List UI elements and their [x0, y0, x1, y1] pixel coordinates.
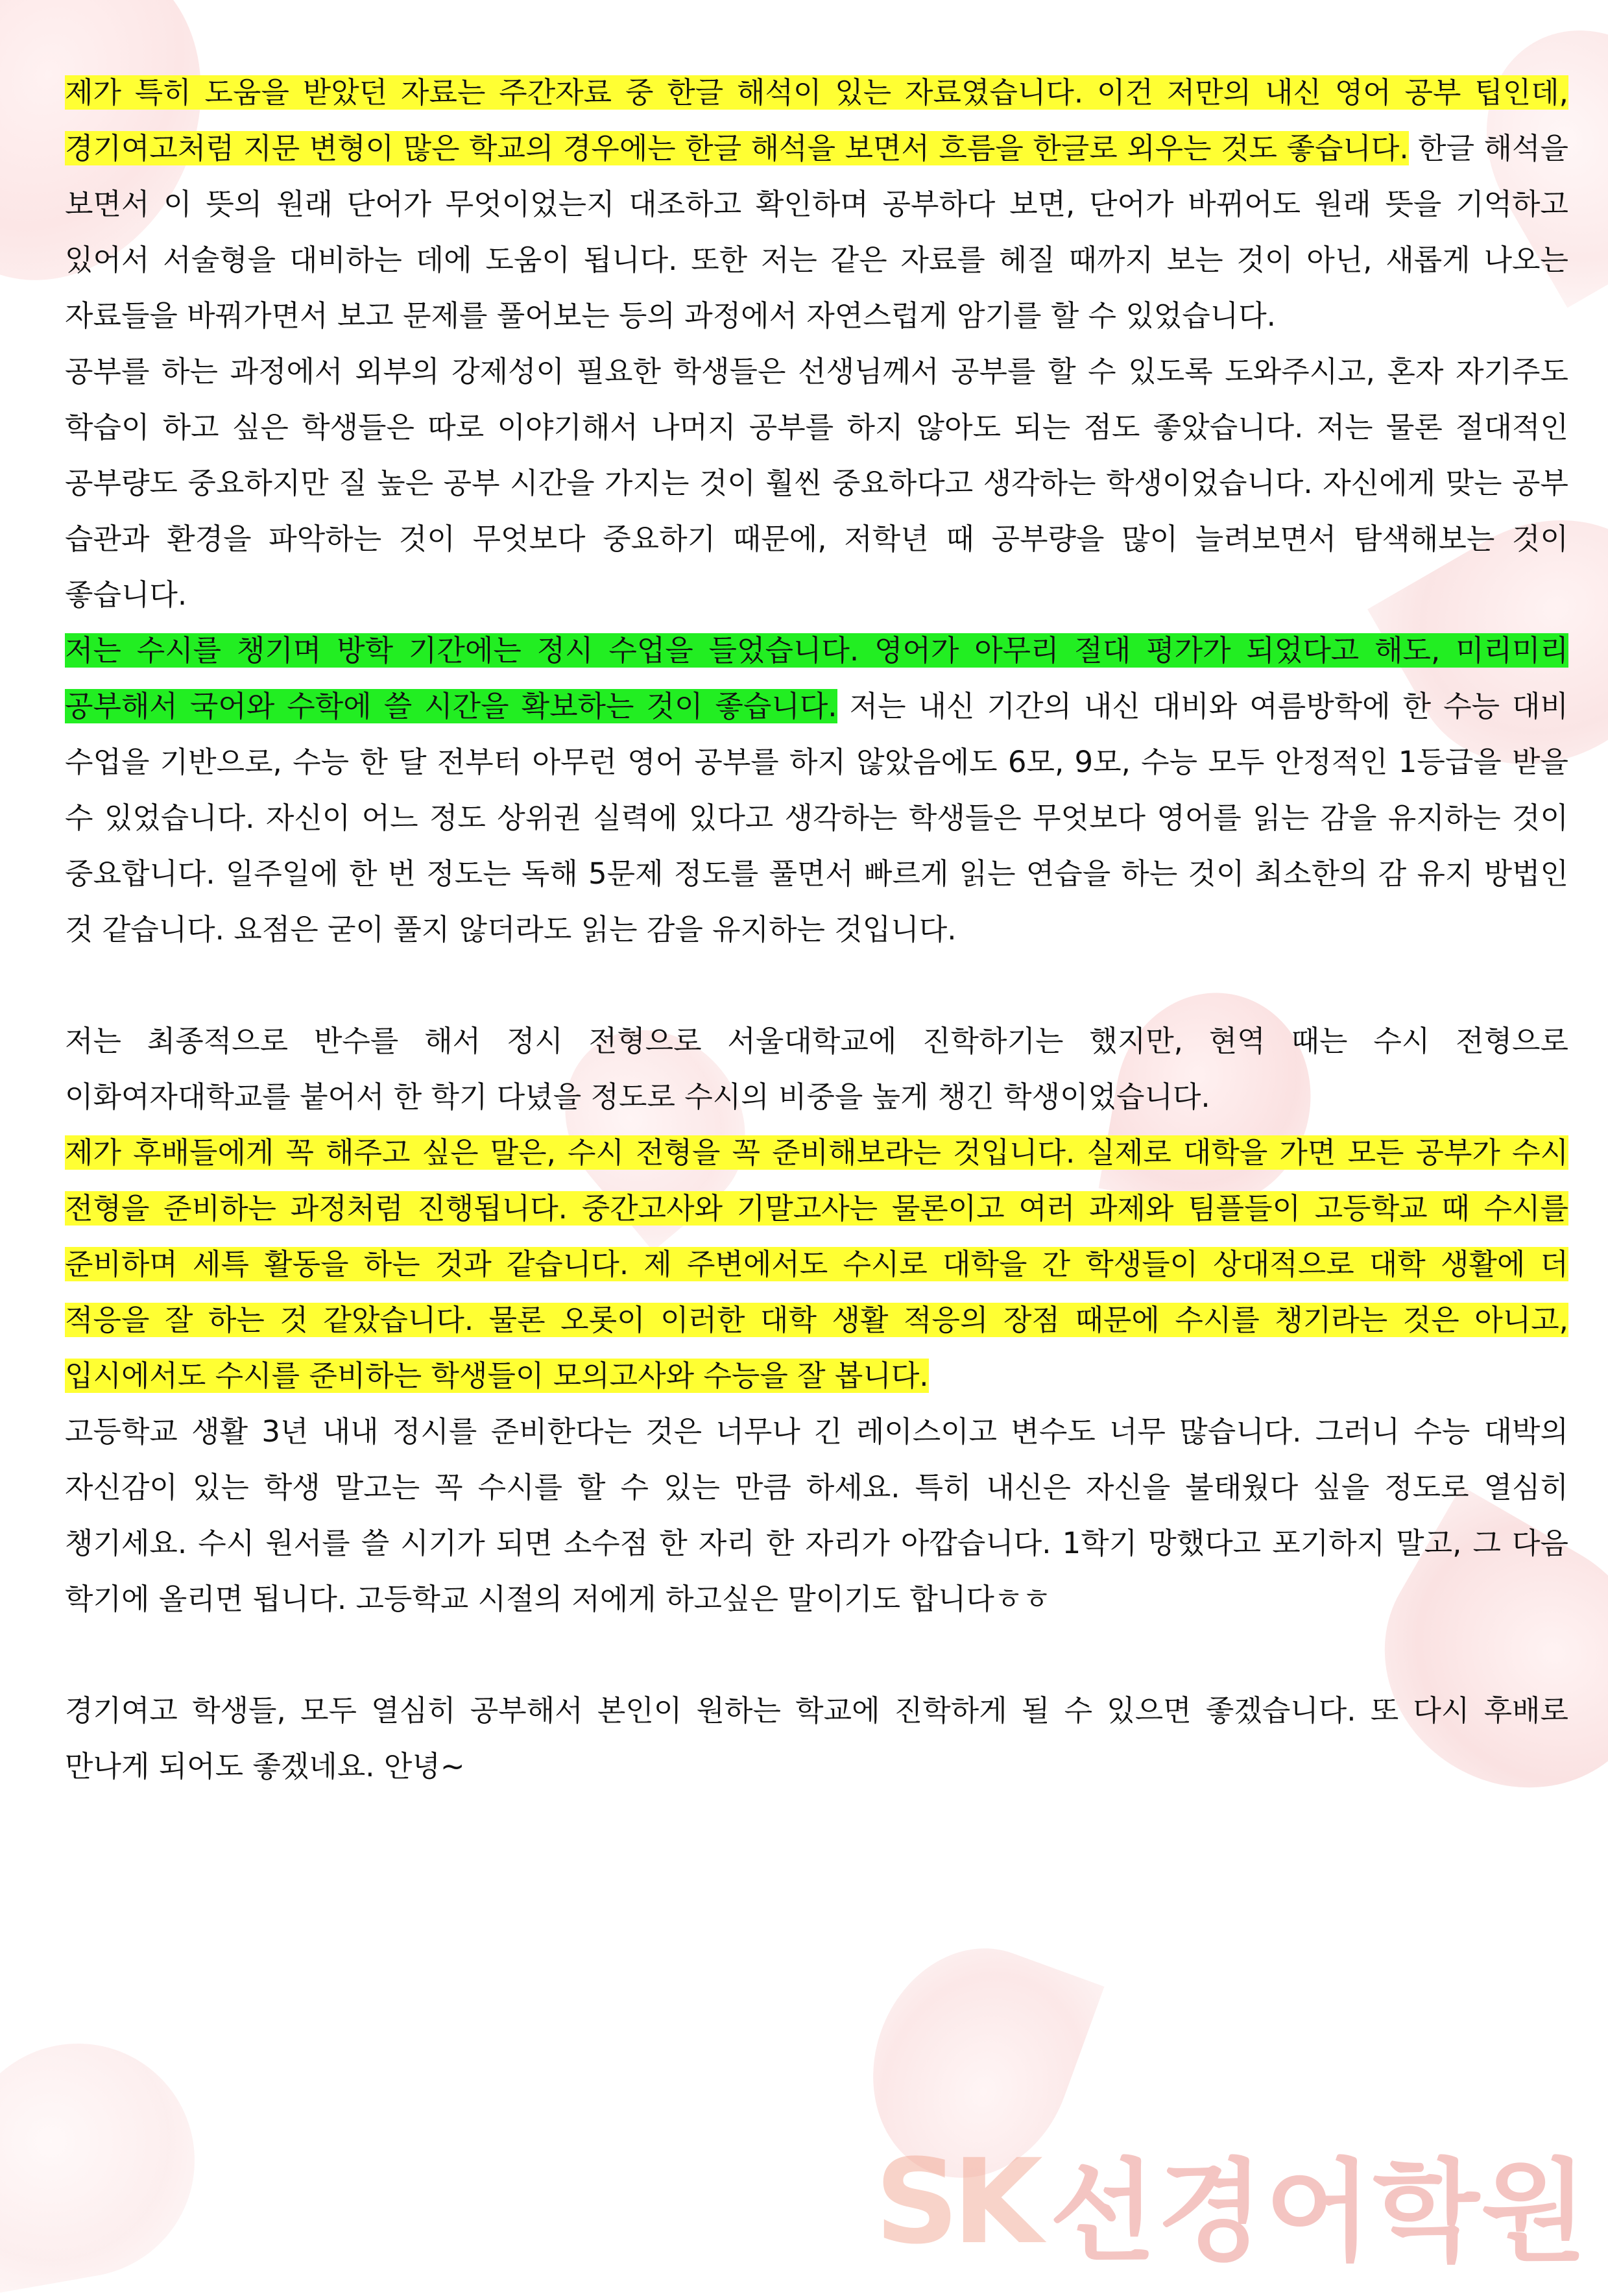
paragraph-text: 저는 내신 기간의 내신 대비와 여름방학에 한 수능 대비 수업을 기반으로, 수능 한 달 전부터 아무런 영어 공부를 하지 않았음에도 6모, 9모, 수능 모두 안정적인 1등급을 받을 수 있었습니다. 자신이 어느 정도 상위권 실력에 있다고 생각하는 학생들은 무엇보다 영어를 읽는 감을 유지하는 것이 중요합니다. 일주일에 한 번 정도는 독해 5문제 정도를 풀면서 빠르게 읽는 연습을 하는 것이 최소한의 감 유지 방법인 것 같습니다. 요점은 굳이 풀지 않더라도 읽는 감을 유지하는 것입니다.	[65, 689, 1568, 947]
paragraph-english-strategy	[65, 623, 1568, 958]
highlighted-text: 제가 후배들에게 꼭 해주고 싶은 말은, 수시 전형을 꼭 준비해보라는 것입니다. 실제로 대학을 가면 모든 공부가 수시 전형을 준비하는 과정처럼 진행됩니다. 중간고사와 기말고사는 물론이고 여러 과제와 팀플들이 고등학교 때 수시를 준비하며 세특 활동을 하는 것과 같습니다. 제 주변에서도 수시로 대학을 간 학생들이 상대적으로 대학 생활에 더 적응을 잘 하는 것 같았습니다. 물론 오롯이 이러한 대학 생활 적응의 장점 때문에 수시를 챙기라는 것은 아니고, 입시에서도 수시를 준비하는 학생들이 모의고사와 수능을 잘 봅니다.	[65, 1135, 1568, 1393]
document-body	[65, 65, 1568, 1795]
highlighted-text: 저는 수시를 챙기며 방학 기간에는 정시 수업을 들었습니다. 영어가 아무리 절대 평가가 되었다고 해도, 미리미리 공부해서 국어와 수학에 쓸 시간을 확보하는 것이 좋습니다.	[65, 633, 1568, 723]
paragraph-self-study	[65, 344, 1568, 623]
paragraph-closing	[65, 1683, 1568, 1795]
highlighted-text: 제가 특히 도움을 받았던 자료는 주간자료 중 한글 해석이 있는 자료였습니다. 이건 저만의 내신 영어 공부 팁인데, 경기여고처럼 지문 변형이 많은 학교의 경우에는 한글 해석을 보면서 흐름을 한글로 외우는 것도 좋습니다.	[65, 75, 1568, 165]
paragraph-advice-continued	[65, 1404, 1568, 1627]
paragraph-gap	[65, 958, 1568, 1013]
paragraph-text: 저는 최종적으로 반수를 해서 정시 전형으로 서울대학교에 진학하기는 했지만, 현역 때는 수시 전형으로 이화여자대학교를 붙어서 한 학기 다녔을 정도로 수시의 비중을 높게 챙긴 학생이었습니다.	[65, 1024, 1568, 1114]
paragraph-text: 공부를 하는 과정에서 외부의 강제성이 필요한 학생들은 선생님께서 공부를 할 수 있도록 도와주시고, 혼자 자기주도 학습이 하고 싶은 학생들은 따로 이야기해서 나머지 공부를 하지 않아도 되는 점도 좋았습니다. 저는 물론 절대적인 공부량도 중요하지만 질 높은 공부 시간을 가지는 것이 훨씬 중요하다고 생각하는 학생이었습니다. 자신에게 맞는 공부 습관과 환경을 파악하는 것이 무엇보다 중요하기 때문에, 저학년 때 공부량을 많이 늘려보면서 탐색해보는 것이 좋습니다.	[65, 354, 1568, 612]
paragraph-study-materials	[65, 65, 1568, 344]
paragraph-text: 한글 해석을 보면서 이 뜻의 원래 단어가 무엇이었는지 대조하고 확인하며 공부하다 보면, 단어가 바뀌어도 원래 뜻을 기억하고 있어서 서술형을 대비하는 데에 도움이 됩니다. 또한 저는 같은 자료를 헤질 때까지 보는 것이 아닌, 새롭게 나오는 자료들을 바꿔가면서 보고 문제를 풀어보는 등의 과정에서 자연스럽게 암기를 할 수 있었습니다.	[65, 131, 1568, 333]
paragraph-admission-result	[65, 1013, 1568, 1125]
logo-mark: SK	[874, 2134, 1037, 2270]
paragraph-text: 고등학교 생활 3년 내내 정시를 준비한다는 것은 너무나 긴 레이스이고 변수도 너무 많습니다. 그러니 수능 대박의 자신감이 있는 학생 말고는 꼭 수시를 할 수 있는 만큼 하세요. 특히 내신은 자신을 불태웠다 싶을 정도로 열심히 챙기세요. 수시 원서를 쓸 시기가 되면 소수점 한 자리 한 자리가 아깝습니다. 1학기 망했다고 포기하지 말고, 그 다음 학기에 올리면 됩니다. 고등학교 시절의 저에게 하고싶은 말이기도 합니다ㅎㅎ	[65, 1414, 1568, 1616]
logo-text: 선경어학원	[1049, 2147, 1589, 2277]
paragraph-text: 경기여고 학생들, 모두 열심히 공부해서 본인이 원하는 학교에 진학하게 될 수 있으면 좋겠습니다. 또 다시 후배로 만나게 되어도 좋겠네요. 안녕~	[65, 1693, 1568, 1783]
paragraph-gap	[65, 1627, 1568, 1683]
paragraph-advice	[65, 1125, 1568, 1404]
decorative-petal	[0, 2025, 213, 2295]
academy-logo	[874, 2134, 1589, 2277]
